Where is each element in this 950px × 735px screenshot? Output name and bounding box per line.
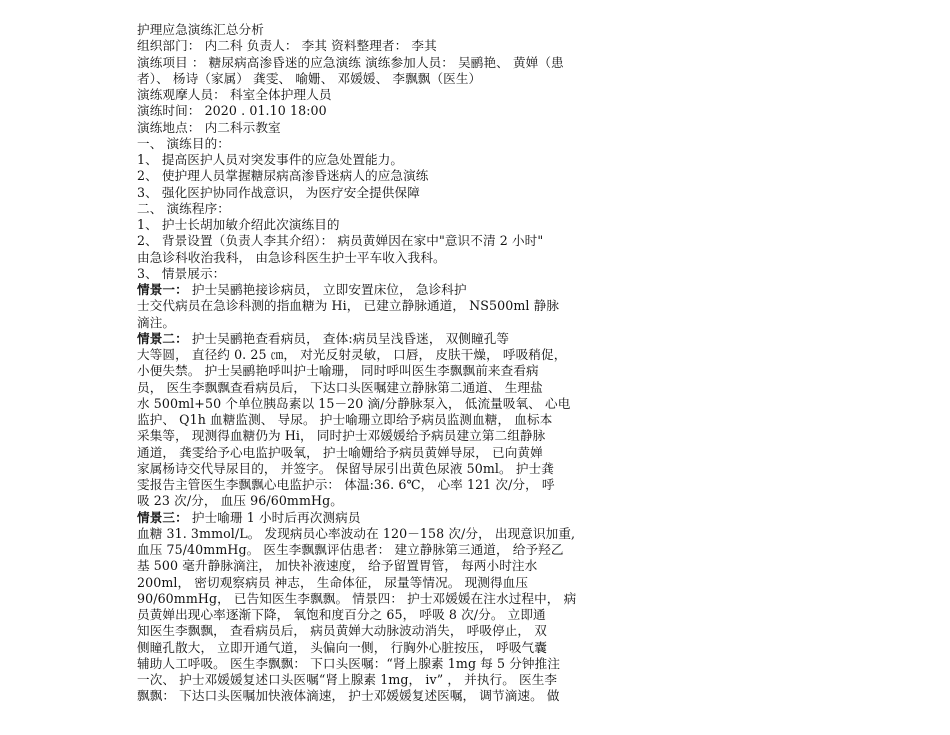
scene-three-text: 基 500 毫升静脉滴注， 加快补液速度， 给予留置胃管， 每两小时注水 <box>137 558 538 574</box>
scene-two-text: 雯报告主管医生李飘飘心电监护示： 体温:36. 6℃， 心率 121 次/分， 呼 <box>137 477 555 492</box>
document-title: 护理应急演练汇总分析 <box>137 22 264 37</box>
scene-three-text: 90/60mmHg， 已告知医生李飘飘。 情景四： 护士邓媛媛在注水过程中， 病 <box>137 590 577 606</box>
scene-one-text: 士交代病员在急诊科测的指血糖为 Hi， 已建立静脉通道， NS500ml 静脉 <box>137 298 560 314</box>
scene-three-line <box>137 510 637 526</box>
scene-three-label: 情景三： <box>137 509 188 525</box>
observers-line: 演练观摩人员： 科室全体护理人员 <box>137 87 332 102</box>
scene-two-text: 家属杨诗交代导尿目的， 并签字。 保留导尿引出黄色尿液 50ml。 护士龚 <box>137 460 554 476</box>
scene-three-text: 员黄婵出现心率逐渐下降， 氧饱和度百分之 65， 呼吸 8 次/分。 立即通 <box>137 607 546 622</box>
scene-two-text: 水 500ml+50 个单位胰岛素以 15－20 滴/分静脉泵入， 低流量吸氧、 心电 <box>137 395 571 411</box>
procedure-step: 1、 护士长胡加敏介绍此次演练目的 <box>137 217 340 232</box>
scene-three-text: 200ml， 密切观察病员 神志， 生命体征， 尿量等情况。 现测得血压 <box>137 574 529 590</box>
scene-one-text: 护士吴鹂艳接诊病员， 立即安置床位， 急诊科护 <box>187 282 467 297</box>
document-page <box>137 22 637 705</box>
drill-time-line: 演练时间： 2020 . 01.10 18:00 <box>137 103 327 119</box>
scene-one-label: 情景一： <box>137 282 188 297</box>
section-purpose-heading: 一、 演练目的： <box>137 135 230 151</box>
scene-one-line <box>137 282 637 298</box>
purpose-item: 1、 提高医护人员对突发事件的应急处置能力。 <box>137 152 404 167</box>
organization-line: 组织部门： 内二科 负责人： 李其 资料整理者： 李其 <box>137 38 437 54</box>
procedure-step-continued: 由急诊科收治我科， 由急诊科医生护士平车收入我科。 <box>137 249 446 265</box>
drill-participants-line: 者）、 杨诗（家属） 龚雯、 喻姗、 邓媛媛、 李飘飘（医生） <box>137 70 482 86</box>
scene-two-label: 情景二： <box>137 330 188 346</box>
drill-project-line: 演练项目 ： 糖尿病高渗昏迷的应急演练 演练参加人员： 吴鹂艳、 黄婵（患 <box>137 54 564 70</box>
scene-three-text: 血压 75/40mmHg。 医生李飘飘评估患者： 建立静脉第三通道， 给予羟乙 <box>137 542 564 557</box>
scene-one-text: 滴注。 <box>137 314 176 330</box>
scene-two-text: 大等圆， 直径约 0. 25 ㎝， 对光反射灵敏， 口唇， 皮肤干燥， 呼吸稍促， <box>137 347 567 362</box>
scene-two-text: 小便失禁。 护士吴鹂艳呼叫护士喻珊， 同时呼叫医生李飘飘前来查看病 <box>137 363 539 379</box>
scene-three-text: 血糖 31. 3mmol/L。 发现病员心率波动在 120－158 次/分， 出现意识加重, <box>137 525 576 541</box>
purpose-item: 2、 使护理人员掌握糖尿病高渗昏迷病人的应急演练 <box>137 168 429 184</box>
scene-three-text: 侧瞳孔散大， 立即开通气道， 头偏向一侧， 行胸外心脏按压， 呼吸气囊 <box>137 639 547 655</box>
purpose-item: 3、 强化医护协同作战意识， 为医疗安全提供保障 <box>137 184 420 200</box>
scene-two-text: 监护、 Q1h 血糖监测、 导尿。 护士喻珊立即给予病员监测血糖， 血标本 <box>137 412 553 427</box>
scene-three-text: 飘飘： 下达口头医嘱加快液体滴速， 护士邓媛媛复述医嘱， 调节滴速。 做 <box>137 688 560 704</box>
scene-two-line <box>137 331 637 347</box>
scene-three-text: 辅助人工呼吸。 医生李飘飘： 下口头医嘱：“肾上腺素 1mg 每 5 分钟推注 <box>137 655 561 671</box>
scene-three-text: 护士喻珊 1 小时后再次测病员 <box>187 509 361 525</box>
scene-three-text: 知医生李飘飘， 查看病员后， 病员黄婵大动脉波动消失， 呼吸停止， 双 <box>137 623 547 639</box>
drill-location-line: 演练地点： 内二科示教室 <box>137 119 281 135</box>
scene-two-text: 通道， 龚雯给予心电监护吸氧， 护士喻姗给予病员黄婵导尿， 已向黄婵 <box>137 444 543 460</box>
section-procedure-heading: 二、 演练程序： <box>137 200 230 216</box>
scene-two-text: 采集等， 现测得血糖仍为 Hi， 同时护士邓媛媛给予病员建立第二组静脉 <box>137 428 546 444</box>
scene-two-text: 护士吴鹂艳查看病员， 查体:病员呈浅昏迷， 双侧瞳孔等 <box>187 330 510 346</box>
scene-two-text: 员， 医生李飘飘查看病员后， 下达口头医嘱建立静脉第二通道、 生理盐 <box>137 379 543 395</box>
procedure-step: 2、 背景设置（负责人李其介绍）： 病员黄婵因在家中"意识不清 2 小时" <box>137 233 544 249</box>
procedure-step: 3、 情景展示： <box>137 265 226 281</box>
scene-two-text: 吸 23 次/分， 血压 96/60mmHg。 <box>137 493 343 509</box>
scene-three-text: 一次、 护士邓媛媛复述口头医嘱“肾上腺素 1mg， iv” ， 并执行。 医生李 <box>137 672 558 687</box>
